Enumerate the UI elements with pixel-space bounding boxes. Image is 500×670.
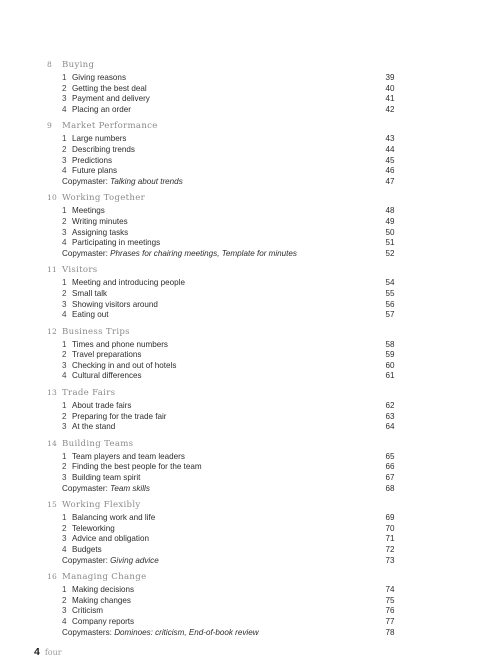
lesson-title: Teleworking bbox=[72, 523, 115, 533]
lesson-title: Making decisions bbox=[72, 585, 135, 595]
lesson-title: Future plans bbox=[72, 166, 117, 176]
lesson-title: Meetings bbox=[72, 206, 105, 216]
unit-number: 15 bbox=[47, 500, 57, 510]
lesson-page: 58 bbox=[385, 339, 395, 349]
unit-section bbox=[47, 388, 395, 433]
lesson-number: 1 bbox=[62, 278, 67, 288]
lesson-number: 3 bbox=[62, 473, 67, 483]
unit-title: Visitors bbox=[62, 265, 98, 276]
lesson-row bbox=[47, 94, 395, 105]
lesson-page: 64 bbox=[385, 422, 395, 432]
lesson-row bbox=[47, 134, 395, 145]
unit-number: 8 bbox=[47, 60, 52, 69]
lesson-page: 66 bbox=[385, 462, 395, 472]
lesson-row bbox=[47, 401, 395, 412]
lesson-page: 39 bbox=[385, 73, 395, 82]
lesson-title: Cultural differences bbox=[72, 371, 142, 381]
lesson-number: 3 bbox=[62, 534, 67, 544]
copymaster-row bbox=[47, 627, 395, 639]
lesson-title: Criticism bbox=[72, 606, 104, 616]
unit-number: 9 bbox=[47, 121, 52, 131]
copymaster-page: 78 bbox=[385, 627, 395, 637]
unit-number: 16 bbox=[47, 572, 57, 582]
lesson-number: 2 bbox=[62, 523, 67, 533]
lesson-number: 1 bbox=[62, 451, 67, 461]
lesson-row bbox=[47, 83, 395, 95]
lesson-page: 54 bbox=[385, 278, 395, 288]
lesson-title: Budgets bbox=[72, 545, 102, 554]
lesson-title: Predictions bbox=[72, 155, 113, 165]
lesson-title: Small talk bbox=[72, 288, 108, 298]
lesson-page: 65 bbox=[385, 451, 395, 461]
copymaster-row bbox=[47, 555, 395, 567]
copymaster-title: Giving advice bbox=[110, 555, 159, 565]
lesson-row bbox=[47, 299, 395, 311]
lesson-page: 43 bbox=[385, 134, 395, 144]
unit-heading bbox=[47, 121, 347, 134]
lesson-title: Writing minutes bbox=[72, 216, 128, 226]
unit-heading bbox=[47, 60, 347, 73]
lesson-row bbox=[47, 310, 395, 321]
unit-heading bbox=[47, 327, 347, 340]
lesson-row bbox=[47, 534, 395, 545]
unit-section bbox=[47, 572, 395, 638]
lesson-page: 51 bbox=[385, 238, 395, 248]
lesson-row bbox=[47, 371, 395, 382]
lesson-title: Company reports bbox=[72, 616, 135, 626]
lesson-title: Large numbers bbox=[72, 134, 127, 144]
unit-title: Building Teams bbox=[62, 438, 134, 449]
copymaster-row bbox=[47, 248, 395, 260]
lesson-number: 3 bbox=[62, 606, 67, 616]
lesson-number: 4 bbox=[62, 166, 67, 176]
lesson-number: 3 bbox=[62, 299, 67, 309]
unit-heading bbox=[47, 572, 347, 585]
lesson-page: 42 bbox=[385, 104, 395, 114]
unit-title: Market Performance bbox=[62, 121, 158, 132]
unit-heading bbox=[47, 265, 347, 278]
unit-title: Business Trips bbox=[62, 326, 130, 337]
lesson-row bbox=[47, 227, 395, 239]
unit-heading bbox=[47, 500, 347, 513]
lesson-row bbox=[47, 545, 395, 556]
unit-number: 11 bbox=[47, 265, 57, 275]
lesson-number: 2 bbox=[62, 350, 67, 360]
lesson-number: 4 bbox=[62, 371, 67, 381]
lesson-title: Meeting and introducing people bbox=[72, 278, 185, 288]
lesson-row bbox=[47, 350, 395, 361]
copymaster-label: Copymaster: bbox=[62, 176, 108, 186]
lesson-title: Payment and delivery bbox=[72, 94, 150, 104]
lesson-page: 72 bbox=[385, 545, 395, 554]
lesson-title: Times and phone numbers bbox=[72, 339, 168, 349]
lesson-row bbox=[47, 585, 395, 596]
page-number-word: four bbox=[44, 648, 62, 657]
copymaster-title: Talking about trends bbox=[110, 176, 183, 186]
unit-section bbox=[47, 326, 395, 382]
copymaster-row bbox=[47, 483, 395, 495]
lesson-title: Team players and team leaders bbox=[72, 451, 185, 461]
lesson-row bbox=[47, 73, 395, 84]
lesson-title: Preparing for the trade fair bbox=[72, 411, 167, 421]
lesson-page: 45 bbox=[385, 155, 395, 165]
lesson-title: About trade fairs bbox=[72, 401, 132, 411]
unit-number: 12 bbox=[47, 326, 57, 336]
lesson-row bbox=[47, 616, 395, 628]
lesson-page: 77 bbox=[385, 616, 395, 626]
lesson-title: Showing visitors around bbox=[72, 299, 158, 309]
lesson-title: Advice and obligation bbox=[72, 534, 149, 544]
lesson-number: 2 bbox=[62, 216, 67, 226]
lesson-page: 57 bbox=[385, 310, 395, 320]
copymaster-label: Copymaster: bbox=[62, 483, 108, 493]
lesson-row bbox=[47, 473, 395, 484]
lesson-page: 40 bbox=[385, 83, 395, 93]
lesson-number: 1 bbox=[62, 134, 67, 144]
lesson-page: 67 bbox=[385, 473, 395, 483]
lesson-number: 1 bbox=[62, 513, 67, 523]
unit-number: 14 bbox=[47, 438, 57, 448]
lesson-number: 1 bbox=[62, 73, 67, 82]
unit-title: Managing Change bbox=[62, 572, 147, 583]
lesson-number: 4 bbox=[62, 238, 67, 248]
copymaster-page: 73 bbox=[385, 555, 395, 565]
page-footer bbox=[34, 646, 62, 658]
lesson-title: Describing trends bbox=[72, 144, 135, 154]
lesson-title: Placing an order bbox=[72, 104, 131, 114]
unit-title: Working Flexibly bbox=[62, 500, 141, 511]
lesson-number: 2 bbox=[62, 288, 67, 298]
lesson-title: Giving reasons bbox=[72, 73, 126, 82]
lesson-row bbox=[47, 278, 395, 289]
lesson-number: 3 bbox=[62, 155, 67, 165]
copymaster-text bbox=[62, 177, 337, 186]
lesson-page: 50 bbox=[385, 227, 395, 237]
lesson-page: 61 bbox=[385, 371, 395, 381]
lesson-page: 48 bbox=[385, 206, 395, 216]
unit-section bbox=[47, 121, 395, 187]
lesson-title: Checking in and out of hotels bbox=[72, 360, 177, 370]
unit-section bbox=[47, 265, 395, 320]
lesson-title: Eating out bbox=[72, 310, 109, 320]
lesson-number: 4 bbox=[62, 310, 67, 320]
unit-section bbox=[47, 193, 395, 259]
lesson-title: Assigning tasks bbox=[72, 227, 129, 237]
lesson-row bbox=[47, 513, 395, 524]
copymaster-page: 52 bbox=[385, 248, 395, 258]
lesson-number: 3 bbox=[62, 94, 67, 104]
lesson-page: 70 bbox=[385, 523, 395, 533]
copymaster-label: Copymaster: bbox=[62, 555, 108, 565]
unit-heading bbox=[47, 388, 347, 401]
lesson-page: 60 bbox=[385, 360, 395, 370]
copymaster-text bbox=[62, 628, 337, 637]
lesson-number: 4 bbox=[62, 545, 67, 554]
copymaster-title: Phrases for chairing meetings, Template for minutes bbox=[110, 248, 297, 258]
lesson-page: 56 bbox=[385, 299, 395, 309]
unit-heading bbox=[47, 193, 347, 206]
lesson-row bbox=[47, 462, 395, 473]
lesson-row bbox=[47, 595, 395, 607]
unit-section bbox=[47, 438, 395, 494]
lesson-page: 71 bbox=[385, 534, 395, 544]
lesson-page: 74 bbox=[385, 585, 395, 595]
lesson-row bbox=[47, 206, 395, 217]
lesson-number: 1 bbox=[62, 585, 67, 595]
lesson-row bbox=[47, 288, 395, 300]
lesson-row bbox=[47, 451, 395, 463]
lesson-number: 4 bbox=[62, 104, 67, 114]
lesson-page: 46 bbox=[385, 166, 395, 176]
lesson-number: 2 bbox=[62, 144, 67, 154]
lesson-row bbox=[47, 216, 395, 228]
lesson-row bbox=[47, 104, 395, 116]
lesson-number: 3 bbox=[62, 227, 67, 237]
copymaster-text bbox=[62, 484, 337, 493]
copymaster-row bbox=[47, 176, 395, 188]
unit-title: Buying bbox=[62, 60, 95, 70]
lesson-number: 3 bbox=[62, 422, 67, 432]
lesson-row bbox=[47, 360, 395, 372]
lesson-row bbox=[47, 523, 395, 535]
lesson-title: Building team spirit bbox=[72, 473, 141, 483]
unit-title: Trade Fairs bbox=[62, 388, 116, 399]
lesson-row bbox=[47, 238, 395, 249]
copymaster-page: 68 bbox=[385, 483, 395, 493]
lesson-number: 1 bbox=[62, 339, 67, 349]
lesson-page: 55 bbox=[385, 288, 395, 298]
lesson-page: 63 bbox=[385, 411, 395, 421]
copymaster-page: 47 bbox=[385, 176, 395, 186]
unit-heading bbox=[47, 439, 347, 452]
lesson-title: Finding the best people for the team bbox=[72, 462, 202, 472]
unit-title: Working Together bbox=[62, 193, 146, 204]
lesson-row bbox=[47, 339, 395, 351]
lesson-title: Participating in meetings bbox=[72, 238, 161, 248]
lesson-number: 2 bbox=[62, 462, 67, 472]
lesson-row bbox=[47, 144, 395, 156]
table-of-contents bbox=[47, 60, 395, 644]
lesson-number: 2 bbox=[62, 83, 67, 93]
lesson-number: 1 bbox=[62, 206, 67, 216]
lesson-page: 69 bbox=[385, 513, 395, 523]
copymaster-label: Copymaster: bbox=[62, 248, 108, 258]
lesson-page: 75 bbox=[385, 595, 395, 605]
lesson-row bbox=[47, 411, 395, 423]
lesson-row bbox=[47, 422, 395, 433]
lesson-row bbox=[47, 166, 395, 177]
lesson-page: 44 bbox=[385, 144, 395, 154]
copymaster-text bbox=[62, 556, 337, 565]
lesson-title: Balancing work and life bbox=[72, 513, 156, 523]
page-number: 4 bbox=[34, 646, 40, 658]
lesson-page: 62 bbox=[385, 401, 395, 411]
lesson-title: Getting the best deal bbox=[72, 83, 147, 93]
lesson-number: 3 bbox=[62, 360, 67, 370]
copymaster-title: Dominoes: criticism, End-of-book review bbox=[114, 627, 259, 637]
lesson-page: 41 bbox=[385, 94, 395, 104]
lesson-page: 76 bbox=[385, 606, 395, 616]
lesson-number: 2 bbox=[62, 595, 67, 605]
lesson-title: Making changes bbox=[72, 595, 131, 605]
lesson-page: 49 bbox=[385, 216, 395, 226]
copymaster-text bbox=[62, 249, 337, 258]
unit-number: 13 bbox=[47, 388, 57, 398]
lesson-number: 1 bbox=[62, 401, 67, 411]
copymaster-title: Team skills bbox=[110, 483, 150, 493]
lesson-page: 59 bbox=[385, 350, 395, 360]
lesson-title: Travel preparations bbox=[72, 350, 142, 360]
unit-section bbox=[47, 60, 395, 115]
lesson-number: 4 bbox=[62, 616, 67, 626]
copymaster-label: Copymasters: bbox=[62, 627, 112, 637]
unit-section bbox=[47, 500, 395, 566]
lesson-number: 2 bbox=[62, 411, 67, 421]
lesson-title: At the stand bbox=[72, 422, 116, 432]
lesson-row bbox=[47, 155, 395, 167]
lesson-row bbox=[47, 606, 395, 617]
unit-number: 10 bbox=[47, 193, 57, 203]
